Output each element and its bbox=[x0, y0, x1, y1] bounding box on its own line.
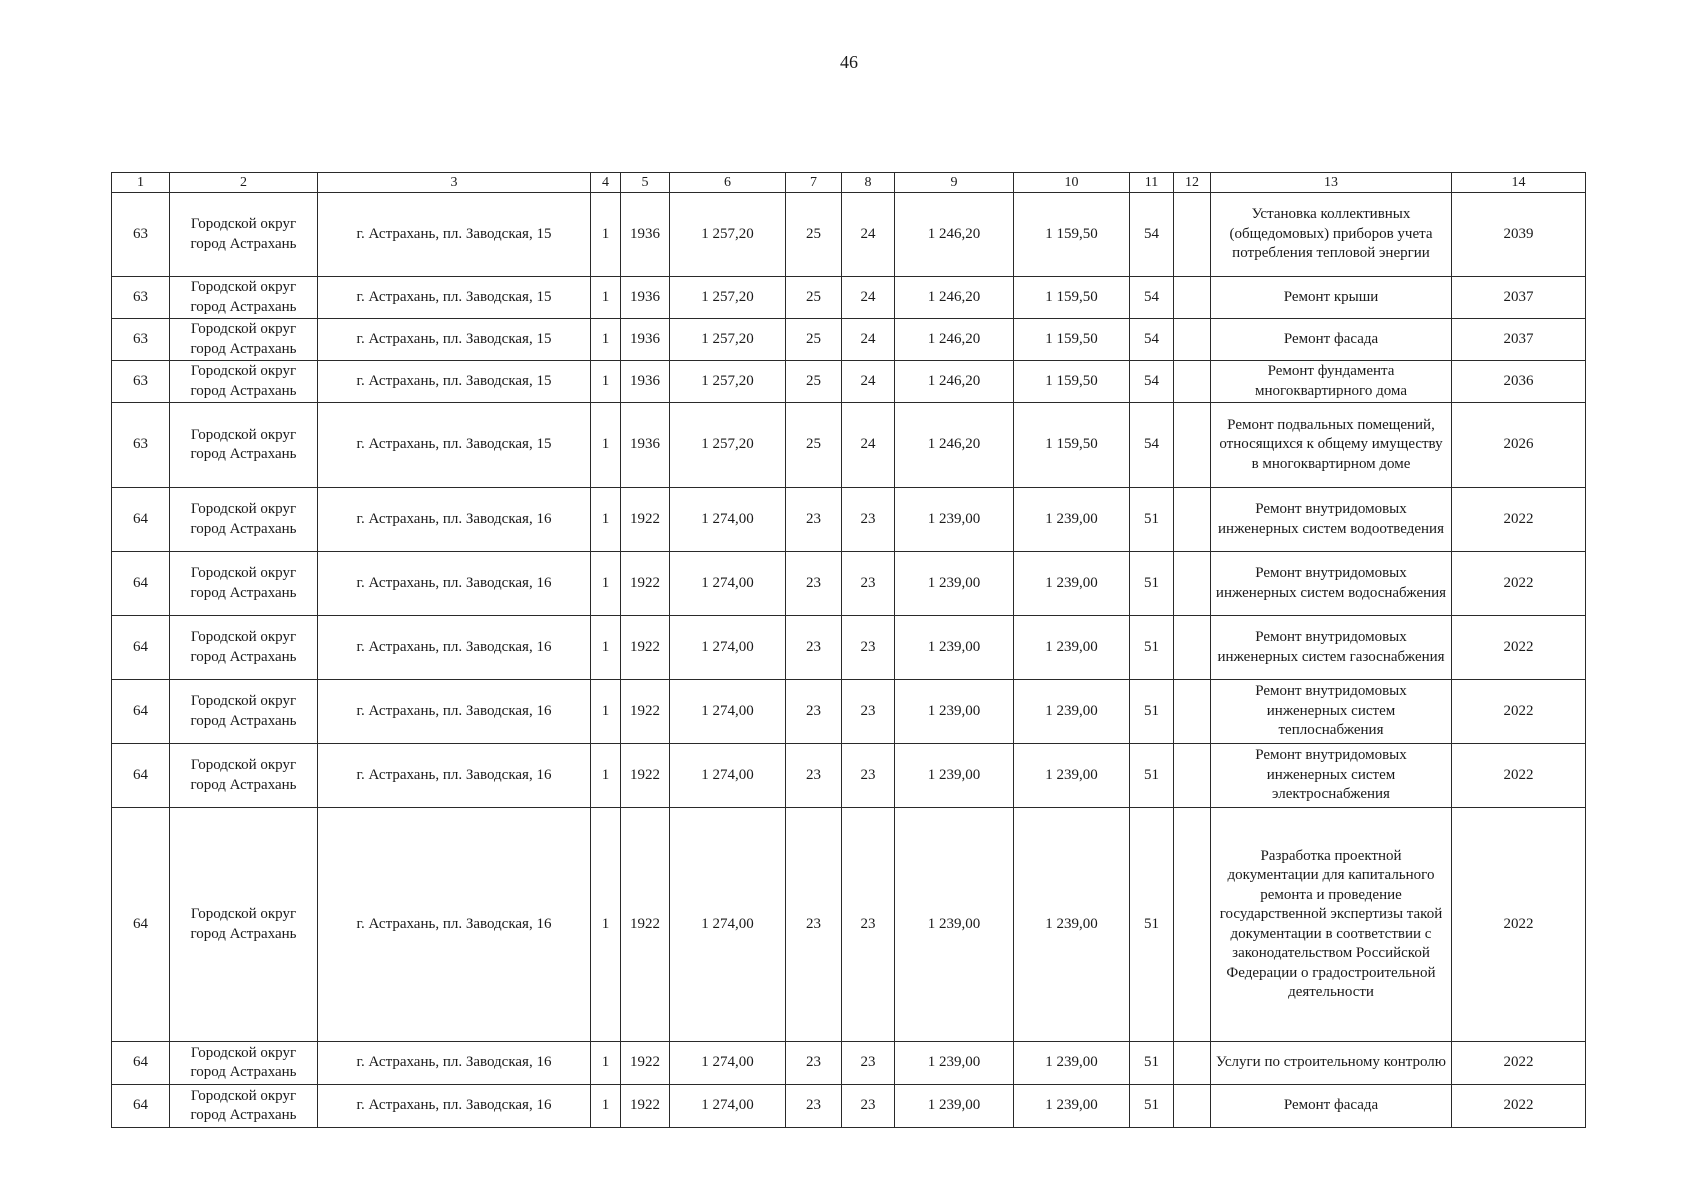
cell-col-12 bbox=[1174, 1042, 1211, 1085]
cell-address: г. Астрахань, пл. Заводская, 16 bbox=[318, 1085, 591, 1128]
cell-work-type: Разработка проектной документации для капитального ремонта и проведение государственной экспертизы такой документации в соответствии с законодательством Российской Федерации о градостроительной деятельности bbox=[1211, 808, 1452, 1042]
cell-planned-year: 2022 bbox=[1452, 1042, 1586, 1085]
cell-col-9: 1 239,00 bbox=[895, 680, 1014, 744]
cell-col-4: 1 bbox=[591, 552, 621, 616]
cell-address: г. Астрахань, пл. Заводская, 15 bbox=[318, 277, 591, 319]
header-cell: 13 bbox=[1211, 173, 1452, 193]
cell-row-number: 64 bbox=[112, 808, 170, 1042]
cell-col-12 bbox=[1174, 403, 1211, 488]
header-cell: 12 bbox=[1174, 173, 1211, 193]
cell-col-12 bbox=[1174, 616, 1211, 680]
cell-municipality: Городской округ город Астрахань bbox=[170, 403, 318, 488]
cell-planned-year: 2022 bbox=[1452, 488, 1586, 552]
cell-address: г. Астрахань, пл. Заводская, 16 bbox=[318, 552, 591, 616]
cell-col-9: 1 239,00 bbox=[895, 552, 1014, 616]
cell-municipality: Городской округ город Астрахань bbox=[170, 277, 318, 319]
cell-planned-year: 2037 bbox=[1452, 277, 1586, 319]
cell-col-7: 23 bbox=[786, 1042, 842, 1085]
cell-col-10: 1 159,50 bbox=[1014, 277, 1130, 319]
cell-col-10: 1 239,00 bbox=[1014, 616, 1130, 680]
table-row bbox=[112, 403, 1586, 488]
cell-col-10: 1 239,00 bbox=[1014, 1042, 1130, 1085]
cell-col-11: 54 bbox=[1130, 277, 1174, 319]
cell-col-4: 1 bbox=[591, 744, 621, 808]
cell-planned-year: 2039 bbox=[1452, 193, 1586, 277]
cell-row-number: 64 bbox=[112, 680, 170, 744]
cell-year: 1922 bbox=[621, 616, 670, 680]
cell-col-6: 1 274,00 bbox=[670, 680, 786, 744]
cell-col-10: 1 159,50 bbox=[1014, 403, 1130, 488]
cell-year: 1922 bbox=[621, 488, 670, 552]
cell-year: 1922 bbox=[621, 744, 670, 808]
cell-planned-year: 2022 bbox=[1452, 744, 1586, 808]
cell-col-8: 23 bbox=[842, 744, 895, 808]
cell-col-8: 23 bbox=[842, 616, 895, 680]
cell-col-11: 51 bbox=[1130, 744, 1174, 808]
cell-col-9: 1 246,20 bbox=[895, 193, 1014, 277]
table-row bbox=[112, 744, 1586, 808]
cell-col-12 bbox=[1174, 680, 1211, 744]
cell-col-4: 1 bbox=[591, 1085, 621, 1128]
cell-municipality: Городской округ город Астрахань bbox=[170, 1042, 318, 1085]
header-cell: 14 bbox=[1452, 173, 1586, 193]
cell-year: 1922 bbox=[621, 1085, 670, 1128]
table-row bbox=[112, 277, 1586, 319]
cell-col-9: 1 239,00 bbox=[895, 616, 1014, 680]
cell-col-7: 23 bbox=[786, 1085, 842, 1128]
cell-address: г. Астрахань, пл. Заводская, 16 bbox=[318, 616, 591, 680]
cell-municipality: Городской округ город Астрахань bbox=[170, 319, 318, 361]
cell-col-6: 1 257,20 bbox=[670, 193, 786, 277]
cell-col-8: 23 bbox=[842, 552, 895, 616]
cell-col-11: 54 bbox=[1130, 193, 1174, 277]
cell-col-9: 1 246,20 bbox=[895, 277, 1014, 319]
cell-row-number: 64 bbox=[112, 1085, 170, 1128]
cell-planned-year: 2026 bbox=[1452, 403, 1586, 488]
table-row bbox=[112, 1085, 1586, 1128]
cell-col-7: 25 bbox=[786, 319, 842, 361]
cell-year: 1922 bbox=[621, 552, 670, 616]
cell-col-9: 1 239,00 bbox=[895, 1085, 1014, 1128]
cell-year: 1936 bbox=[621, 361, 670, 403]
cell-year: 1922 bbox=[621, 1042, 670, 1085]
cell-col-7: 23 bbox=[786, 808, 842, 1042]
cell-municipality: Городской округ город Астрахань bbox=[170, 616, 318, 680]
cell-col-8: 23 bbox=[842, 1042, 895, 1085]
cell-col-6: 1 257,20 bbox=[670, 277, 786, 319]
cell-municipality: Городской округ город Астрахань bbox=[170, 1085, 318, 1128]
cell-address: г. Астрахань, пл. Заводская, 16 bbox=[318, 808, 591, 1042]
cell-col-11: 51 bbox=[1130, 616, 1174, 680]
cell-work-type: Ремонт внутридомовых инженерных систем электроснабжения bbox=[1211, 744, 1452, 808]
cell-col-12 bbox=[1174, 277, 1211, 319]
header-cell: 3 bbox=[318, 173, 591, 193]
cell-col-6: 1 274,00 bbox=[670, 808, 786, 1042]
cell-address: г. Астрахань, пл. Заводская, 16 bbox=[318, 1042, 591, 1085]
cell-col-4: 1 bbox=[591, 488, 621, 552]
cell-col-11: 54 bbox=[1130, 361, 1174, 403]
cell-col-8: 23 bbox=[842, 488, 895, 552]
cell-planned-year: 2036 bbox=[1452, 361, 1586, 403]
cell-planned-year: 2037 bbox=[1452, 319, 1586, 361]
cell-col-4: 1 bbox=[591, 277, 621, 319]
cell-col-10: 1 239,00 bbox=[1014, 488, 1130, 552]
cell-col-9: 1 239,00 bbox=[895, 488, 1014, 552]
cell-work-type: Ремонт внутридомовых инженерных систем водоснабжения bbox=[1211, 552, 1452, 616]
table-row bbox=[112, 193, 1586, 277]
cell-row-number: 63 bbox=[112, 319, 170, 361]
table-body bbox=[112, 173, 1586, 1128]
cell-col-7: 23 bbox=[786, 744, 842, 808]
cell-col-7: 23 bbox=[786, 488, 842, 552]
table-row bbox=[112, 319, 1586, 361]
cell-col-10: 1 239,00 bbox=[1014, 744, 1130, 808]
cell-year: 1936 bbox=[621, 193, 670, 277]
cell-col-9: 1 239,00 bbox=[895, 808, 1014, 1042]
header-cell: 4 bbox=[591, 173, 621, 193]
cell-row-number: 63 bbox=[112, 403, 170, 488]
cell-col-10: 1 239,00 bbox=[1014, 1085, 1130, 1128]
page-number: 46 bbox=[840, 52, 858, 72]
cell-year: 1936 bbox=[621, 403, 670, 488]
cell-col-8: 24 bbox=[842, 403, 895, 488]
cell-col-12 bbox=[1174, 1085, 1211, 1128]
cell-col-11: 54 bbox=[1130, 403, 1174, 488]
cell-municipality: Городской округ город Астрахань bbox=[170, 680, 318, 744]
cell-address: г. Астрахань, пл. Заводская, 16 bbox=[318, 680, 591, 744]
cell-col-12 bbox=[1174, 552, 1211, 616]
cell-col-11: 51 bbox=[1130, 1042, 1174, 1085]
header-cell: 1 bbox=[112, 173, 170, 193]
cell-col-8: 24 bbox=[842, 319, 895, 361]
cell-col-8: 23 bbox=[842, 808, 895, 1042]
cell-col-10: 1 159,50 bbox=[1014, 193, 1130, 277]
cell-address: г. Астрахань, пл. Заводская, 15 bbox=[318, 403, 591, 488]
cell-col-6: 1 274,00 bbox=[670, 1085, 786, 1128]
cell-col-8: 24 bbox=[842, 361, 895, 403]
cell-col-6: 1 274,00 bbox=[670, 616, 786, 680]
header-cell: 9 bbox=[895, 173, 1014, 193]
cell-municipality: Городской округ город Астрахань bbox=[170, 193, 318, 277]
cell-address: г. Астрахань, пл. Заводская, 15 bbox=[318, 361, 591, 403]
cell-col-4: 1 bbox=[591, 361, 621, 403]
cell-col-11: 54 bbox=[1130, 319, 1174, 361]
cell-col-12 bbox=[1174, 808, 1211, 1042]
cell-work-type: Ремонт фасада bbox=[1211, 1085, 1452, 1128]
cell-col-6: 1 257,20 bbox=[670, 361, 786, 403]
header-cell: 6 bbox=[670, 173, 786, 193]
cell-col-12 bbox=[1174, 193, 1211, 277]
cell-planned-year: 2022 bbox=[1452, 680, 1586, 744]
cell-year: 1922 bbox=[621, 680, 670, 744]
cell-col-6: 1 257,20 bbox=[670, 403, 786, 488]
cell-col-7: 25 bbox=[786, 361, 842, 403]
cell-municipality: Городской округ город Астрахань bbox=[170, 808, 318, 1042]
cell-col-7: 23 bbox=[786, 680, 842, 744]
cell-work-type: Ремонт фундамента многоквартирного дома bbox=[1211, 361, 1452, 403]
cell-row-number: 63 bbox=[112, 361, 170, 403]
table-row bbox=[112, 1042, 1586, 1085]
header-cell: 7 bbox=[786, 173, 842, 193]
cell-col-10: 1 239,00 bbox=[1014, 680, 1130, 744]
cell-work-type: Ремонт крыши bbox=[1211, 277, 1452, 319]
cell-row-number: 64 bbox=[112, 616, 170, 680]
cell-year: 1922 bbox=[621, 808, 670, 1042]
cell-work-type: Ремонт фасада bbox=[1211, 319, 1452, 361]
cell-planned-year: 2022 bbox=[1452, 616, 1586, 680]
cell-municipality: Городской округ город Астрахань bbox=[170, 744, 318, 808]
cell-work-type: Услуги по строительному контролю bbox=[1211, 1042, 1452, 1085]
cell-col-4: 1 bbox=[591, 1042, 621, 1085]
cell-address: г. Астрахань, пл. Заводская, 15 bbox=[318, 319, 591, 361]
cell-col-12 bbox=[1174, 744, 1211, 808]
cell-planned-year: 2022 bbox=[1452, 808, 1586, 1042]
cell-row-number: 64 bbox=[112, 744, 170, 808]
cell-col-4: 1 bbox=[591, 403, 621, 488]
cell-col-7: 23 bbox=[786, 616, 842, 680]
cell-col-6: 1 274,00 bbox=[670, 744, 786, 808]
cell-work-type: Ремонт внутридомовых инженерных систем водоотведения bbox=[1211, 488, 1452, 552]
cell-col-10: 1 159,50 bbox=[1014, 319, 1130, 361]
cell-col-4: 1 bbox=[591, 319, 621, 361]
cell-work-type: Ремонт подвальных помещений, относящихся к общему имуществу в многоквартирном доме bbox=[1211, 403, 1452, 488]
cell-municipality: Городской округ город Астрахань bbox=[170, 488, 318, 552]
table-header-row bbox=[112, 173, 1586, 193]
header-cell: 10 bbox=[1014, 173, 1130, 193]
cell-col-9: 1 239,00 bbox=[895, 1042, 1014, 1085]
table-row bbox=[112, 361, 1586, 403]
table-row bbox=[112, 616, 1586, 680]
cell-col-7: 23 bbox=[786, 552, 842, 616]
capital-repair-table bbox=[111, 172, 1586, 1128]
cell-municipality: Городской округ город Астрахань bbox=[170, 552, 318, 616]
cell-col-12 bbox=[1174, 488, 1211, 552]
cell-col-6: 1 274,00 bbox=[670, 488, 786, 552]
cell-col-7: 25 bbox=[786, 193, 842, 277]
cell-col-10: 1 159,50 bbox=[1014, 361, 1130, 403]
cell-col-4: 1 bbox=[591, 808, 621, 1042]
cell-planned-year: 2022 bbox=[1452, 552, 1586, 616]
cell-col-12 bbox=[1174, 319, 1211, 361]
cell-col-7: 25 bbox=[786, 403, 842, 488]
cell-year: 1936 bbox=[621, 319, 670, 361]
cell-work-type: Ремонт внутридомовых инженерных систем газоснабжения bbox=[1211, 616, 1452, 680]
cell-col-11: 51 bbox=[1130, 808, 1174, 1042]
cell-planned-year: 2022 bbox=[1452, 1085, 1586, 1128]
cell-municipality: Городской округ город Астрахань bbox=[170, 361, 318, 403]
cell-address: г. Астрахань, пл. Заводская, 16 bbox=[318, 488, 591, 552]
cell-row-number: 63 bbox=[112, 277, 170, 319]
cell-col-12 bbox=[1174, 361, 1211, 403]
table-row bbox=[112, 488, 1586, 552]
cell-work-type: Установка коллективных (общедомовых) приборов учета потребления тепловой энергии bbox=[1211, 193, 1452, 277]
cell-col-8: 23 bbox=[842, 680, 895, 744]
cell-col-9: 1 246,20 bbox=[895, 361, 1014, 403]
cell-work-type: Ремонт внутридомовых инженерных систем теплоснабжения bbox=[1211, 680, 1452, 744]
cell-address: г. Астрахань, пл. Заводская, 15 bbox=[318, 193, 591, 277]
cell-year: 1936 bbox=[621, 277, 670, 319]
cell-row-number: 64 bbox=[112, 1042, 170, 1085]
cell-col-7: 25 bbox=[786, 277, 842, 319]
cell-col-9: 1 239,00 bbox=[895, 744, 1014, 808]
cell-col-11: 51 bbox=[1130, 1085, 1174, 1128]
table-row bbox=[112, 552, 1586, 616]
cell-col-4: 1 bbox=[591, 680, 621, 744]
header-cell: 5 bbox=[621, 173, 670, 193]
cell-col-11: 51 bbox=[1130, 488, 1174, 552]
cell-row-number: 64 bbox=[112, 488, 170, 552]
cell-col-6: 1 257,20 bbox=[670, 319, 786, 361]
cell-col-9: 1 246,20 bbox=[895, 403, 1014, 488]
table-row bbox=[112, 680, 1586, 744]
cell-col-11: 51 bbox=[1130, 680, 1174, 744]
cell-col-6: 1 274,00 bbox=[670, 1042, 786, 1085]
cell-address: г. Астрахань, пл. Заводская, 16 bbox=[318, 744, 591, 808]
cell-row-number: 64 bbox=[112, 552, 170, 616]
cell-col-9: 1 246,20 bbox=[895, 319, 1014, 361]
cell-col-8: 24 bbox=[842, 277, 895, 319]
cell-col-11: 51 bbox=[1130, 552, 1174, 616]
cell-col-6: 1 274,00 bbox=[670, 552, 786, 616]
cell-col-10: 1 239,00 bbox=[1014, 808, 1130, 1042]
header-cell: 11 bbox=[1130, 173, 1174, 193]
cell-col-8: 23 bbox=[842, 1085, 895, 1128]
cell-col-8: 24 bbox=[842, 193, 895, 277]
table-row bbox=[112, 808, 1586, 1042]
cell-row-number: 63 bbox=[112, 193, 170, 277]
header-cell: 8 bbox=[842, 173, 895, 193]
cell-col-4: 1 bbox=[591, 616, 621, 680]
cell-col-4: 1 bbox=[591, 193, 621, 277]
cell-col-10: 1 239,00 bbox=[1014, 552, 1130, 616]
header-cell: 2 bbox=[170, 173, 318, 193]
